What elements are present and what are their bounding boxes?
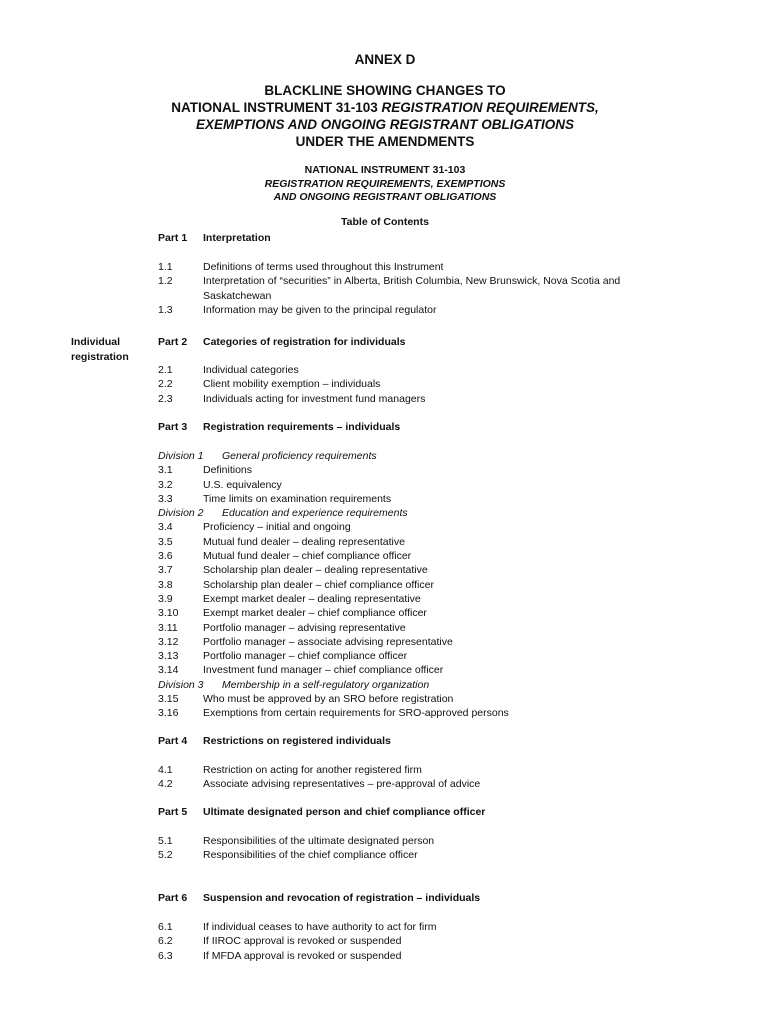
part-number: Part 2 [158, 336, 188, 348]
instrument-heading [0, 164, 770, 205]
item-title: Restriction on acting for another registered firm [203, 764, 422, 776]
toc-title: Table of Contents [341, 216, 429, 228]
toc-item [158, 535, 678, 549]
toc-item [158, 920, 678, 934]
part-heading [158, 336, 405, 348]
item-title: Exempt market dealer – dealing representative [203, 592, 421, 605]
item-number: 3.11 [158, 621, 178, 634]
item-title: If IIROC approval is revoked or suspended [203, 935, 402, 948]
item-title: Time limits on examination requirements [203, 492, 392, 505]
toc-item [158, 549, 678, 563]
item-number: 6.3 [158, 949, 173, 962]
item-number: 3.7 [158, 564, 173, 577]
item-number: 3.4 [158, 521, 173, 534]
item-title: Investment fund manager – chief compliance officer [203, 664, 444, 677]
toc-item [158, 303, 678, 317]
part-title: Interpretation [203, 232, 271, 244]
part-title: Registration requirements – individuals [203, 421, 401, 433]
blackline-line-1: BLACKLINE SHOWING CHANGES TO [264, 83, 506, 98]
toc-item [158, 777, 678, 791]
part-heading [158, 232, 271, 244]
item-number: 1.3 [158, 303, 173, 316]
part-title: Ultimate designated person and chief compliance officer [203, 806, 486, 818]
toc-item [158, 621, 678, 635]
item-title: Definitions [203, 464, 253, 477]
item-number: 4.2 [158, 778, 173, 791]
toc-item [158, 563, 678, 577]
item-number: 2.3 [158, 392, 173, 405]
item-number: 1.2 [158, 275, 173, 288]
item-title: Information may be given to the principal regulator [203, 303, 437, 316]
part-title: Suspension and revocation of registration – individuals [203, 892, 481, 904]
part-number: Part 1 [158, 232, 188, 244]
instrument-line-2: REGISTRATION REQUIREMENTS, EXEMPTIONS [264, 177, 506, 190]
item-number: 3.5 [158, 535, 173, 548]
toc-item [158, 934, 678, 948]
item-title: Exemptions from certain requirements for SRO-approved persons [203, 707, 509, 720]
item-number: 3.3 [158, 492, 173, 505]
item-title: Portfolio manager – chief compliance officer [203, 650, 408, 663]
item-title: Portfolio manager – advising representative [203, 621, 406, 634]
division-heading [158, 449, 678, 463]
item-number: 3.13 [158, 650, 179, 663]
item-number: 6.1 [158, 921, 173, 933]
toc-item [158, 692, 678, 706]
item-title: Definitions of terms used throughout this Instrument [203, 261, 444, 273]
toc-item [158, 706, 678, 720]
item-number: 5.1 [158, 835, 173, 847]
item-title: Individual categories [203, 364, 299, 376]
part-number: Part 6 [158, 892, 188, 904]
part-heading [158, 892, 480, 904]
blackline-line-3: EXEMPTIONS AND ONGOING REGISTRANT OBLIGATIONS [195, 117, 574, 132]
item-title: Who must be approved by an SRO before registration [203, 693, 454, 706]
part-title: Restrictions on registered individuals [203, 735, 391, 747]
item-number: 2.2 [158, 378, 173, 391]
item-number: 1.1 [158, 261, 173, 273]
item-title: Individuals acting for investment fund managers [203, 392, 426, 405]
item-number: 3.14 [158, 664, 179, 677]
toc-item [158, 606, 678, 620]
part-1-items [158, 260, 678, 317]
item-title: Scholarship plan dealer – dealing representative [203, 564, 428, 577]
item-title: Interpretation of “securities” in Alberta, British Columbia, New Brunswick, Nova Scotia and Saskatchewan [203, 275, 621, 302]
item-title: Exempt market dealer – chief compliance officer [203, 607, 427, 620]
toc-item [158, 363, 678, 377]
margin-note: Individual registration [71, 336, 129, 363]
part-heading [158, 421, 400, 433]
item-number: 3.12 [158, 635, 179, 648]
item-title: If MFDA approval is revoked or suspended [203, 949, 402, 962]
item-number: 4.1 [158, 764, 173, 776]
item-title: Responsibilities of the ultimate designated person [203, 835, 435, 847]
item-title: Proficiency – initial and ongoing [203, 521, 351, 534]
part-4-items [158, 763, 678, 792]
annex-title: ANNEX D [354, 52, 416, 67]
part-3-items [158, 449, 678, 721]
division-heading [158, 506, 678, 520]
toc-item [158, 578, 678, 592]
item-title: Client mobility exemption – individuals [203, 378, 381, 391]
toc-item [158, 663, 678, 677]
part-6-items [158, 920, 678, 963]
toc-item [158, 834, 678, 848]
item-number: 3.1 [158, 464, 173, 477]
part-number: Part 3 [158, 421, 188, 433]
toc-item [158, 763, 678, 777]
item-title: Mutual fund dealer – dealing representative [203, 535, 405, 548]
toc-item [158, 377, 678, 391]
division-title: General proficiency requirements [222, 450, 377, 462]
part-title: Categories of registration for individuals [203, 336, 406, 348]
toc-item [158, 260, 678, 274]
toc-item [158, 520, 678, 534]
part-heading [158, 735, 391, 747]
item-title: U.S. equivalency [203, 478, 282, 491]
item-number: 3.9 [158, 592, 173, 605]
toc-item [158, 949, 678, 963]
item-title: Associate advising representatives – pre-approval of advice [203, 778, 481, 791]
toc-item [158, 649, 678, 663]
blackline-line-4: UNDER THE AMENDMENTS [295, 134, 475, 149]
part-number: Part 5 [158, 806, 188, 818]
division-number: Division 3 [158, 678, 204, 691]
item-title: Scholarship plan dealer – chief compliance officer [203, 578, 434, 591]
item-title: Mutual fund dealer – chief compliance officer [203, 550, 412, 563]
division-number: Division 1 [158, 450, 204, 462]
item-number: 2.1 [158, 364, 173, 376]
division-number: Division 2 [158, 507, 204, 520]
toc-item [158, 635, 678, 649]
toc-item [158, 592, 678, 606]
blackline-line-2 [0, 99, 770, 116]
part-2-items [158, 363, 678, 406]
toc-item [158, 492, 678, 506]
item-number: 3.2 [158, 478, 173, 491]
blackline-line-2-italic: REGISTRATION REQUIREMENTS, [381, 100, 599, 115]
item-number: 3.15 [158, 693, 179, 706]
item-number: 6.2 [158, 935, 173, 948]
toc-item [158, 392, 678, 406]
division-heading [158, 678, 678, 692]
item-number: 3.8 [158, 578, 173, 591]
part-5-items [158, 834, 678, 863]
blackline-line-2-plain: NATIONAL INSTRUMENT 31-103 [171, 100, 382, 115]
item-title: Responsibilities of the chief compliance officer [203, 849, 418, 862]
instrument-line-1: NATIONAL INSTRUMENT 31-103 [304, 164, 466, 176]
toc-item [158, 848, 678, 862]
division-title: Membership in a self-regulatory organization [222, 678, 430, 691]
item-number: 5.2 [158, 849, 173, 862]
toc-item [158, 274, 678, 303]
item-title: Portfolio manager – associate advising representative [203, 635, 453, 648]
item-title: If individual ceases to have authority to act for firm [203, 921, 437, 933]
part-number: Part 4 [158, 735, 188, 747]
toc-item [158, 463, 678, 477]
item-number: 3.6 [158, 550, 173, 563]
part-heading [158, 806, 485, 818]
item-number: 3.10 [158, 607, 179, 620]
instrument-line-3: AND ONGOING REGISTRANT OBLIGATIONS [273, 191, 497, 203]
toc-item [158, 478, 678, 492]
item-number: 3.16 [158, 707, 179, 720]
blackline-heading [0, 82, 770, 150]
division-title: Education and experience requirements [222, 507, 408, 520]
